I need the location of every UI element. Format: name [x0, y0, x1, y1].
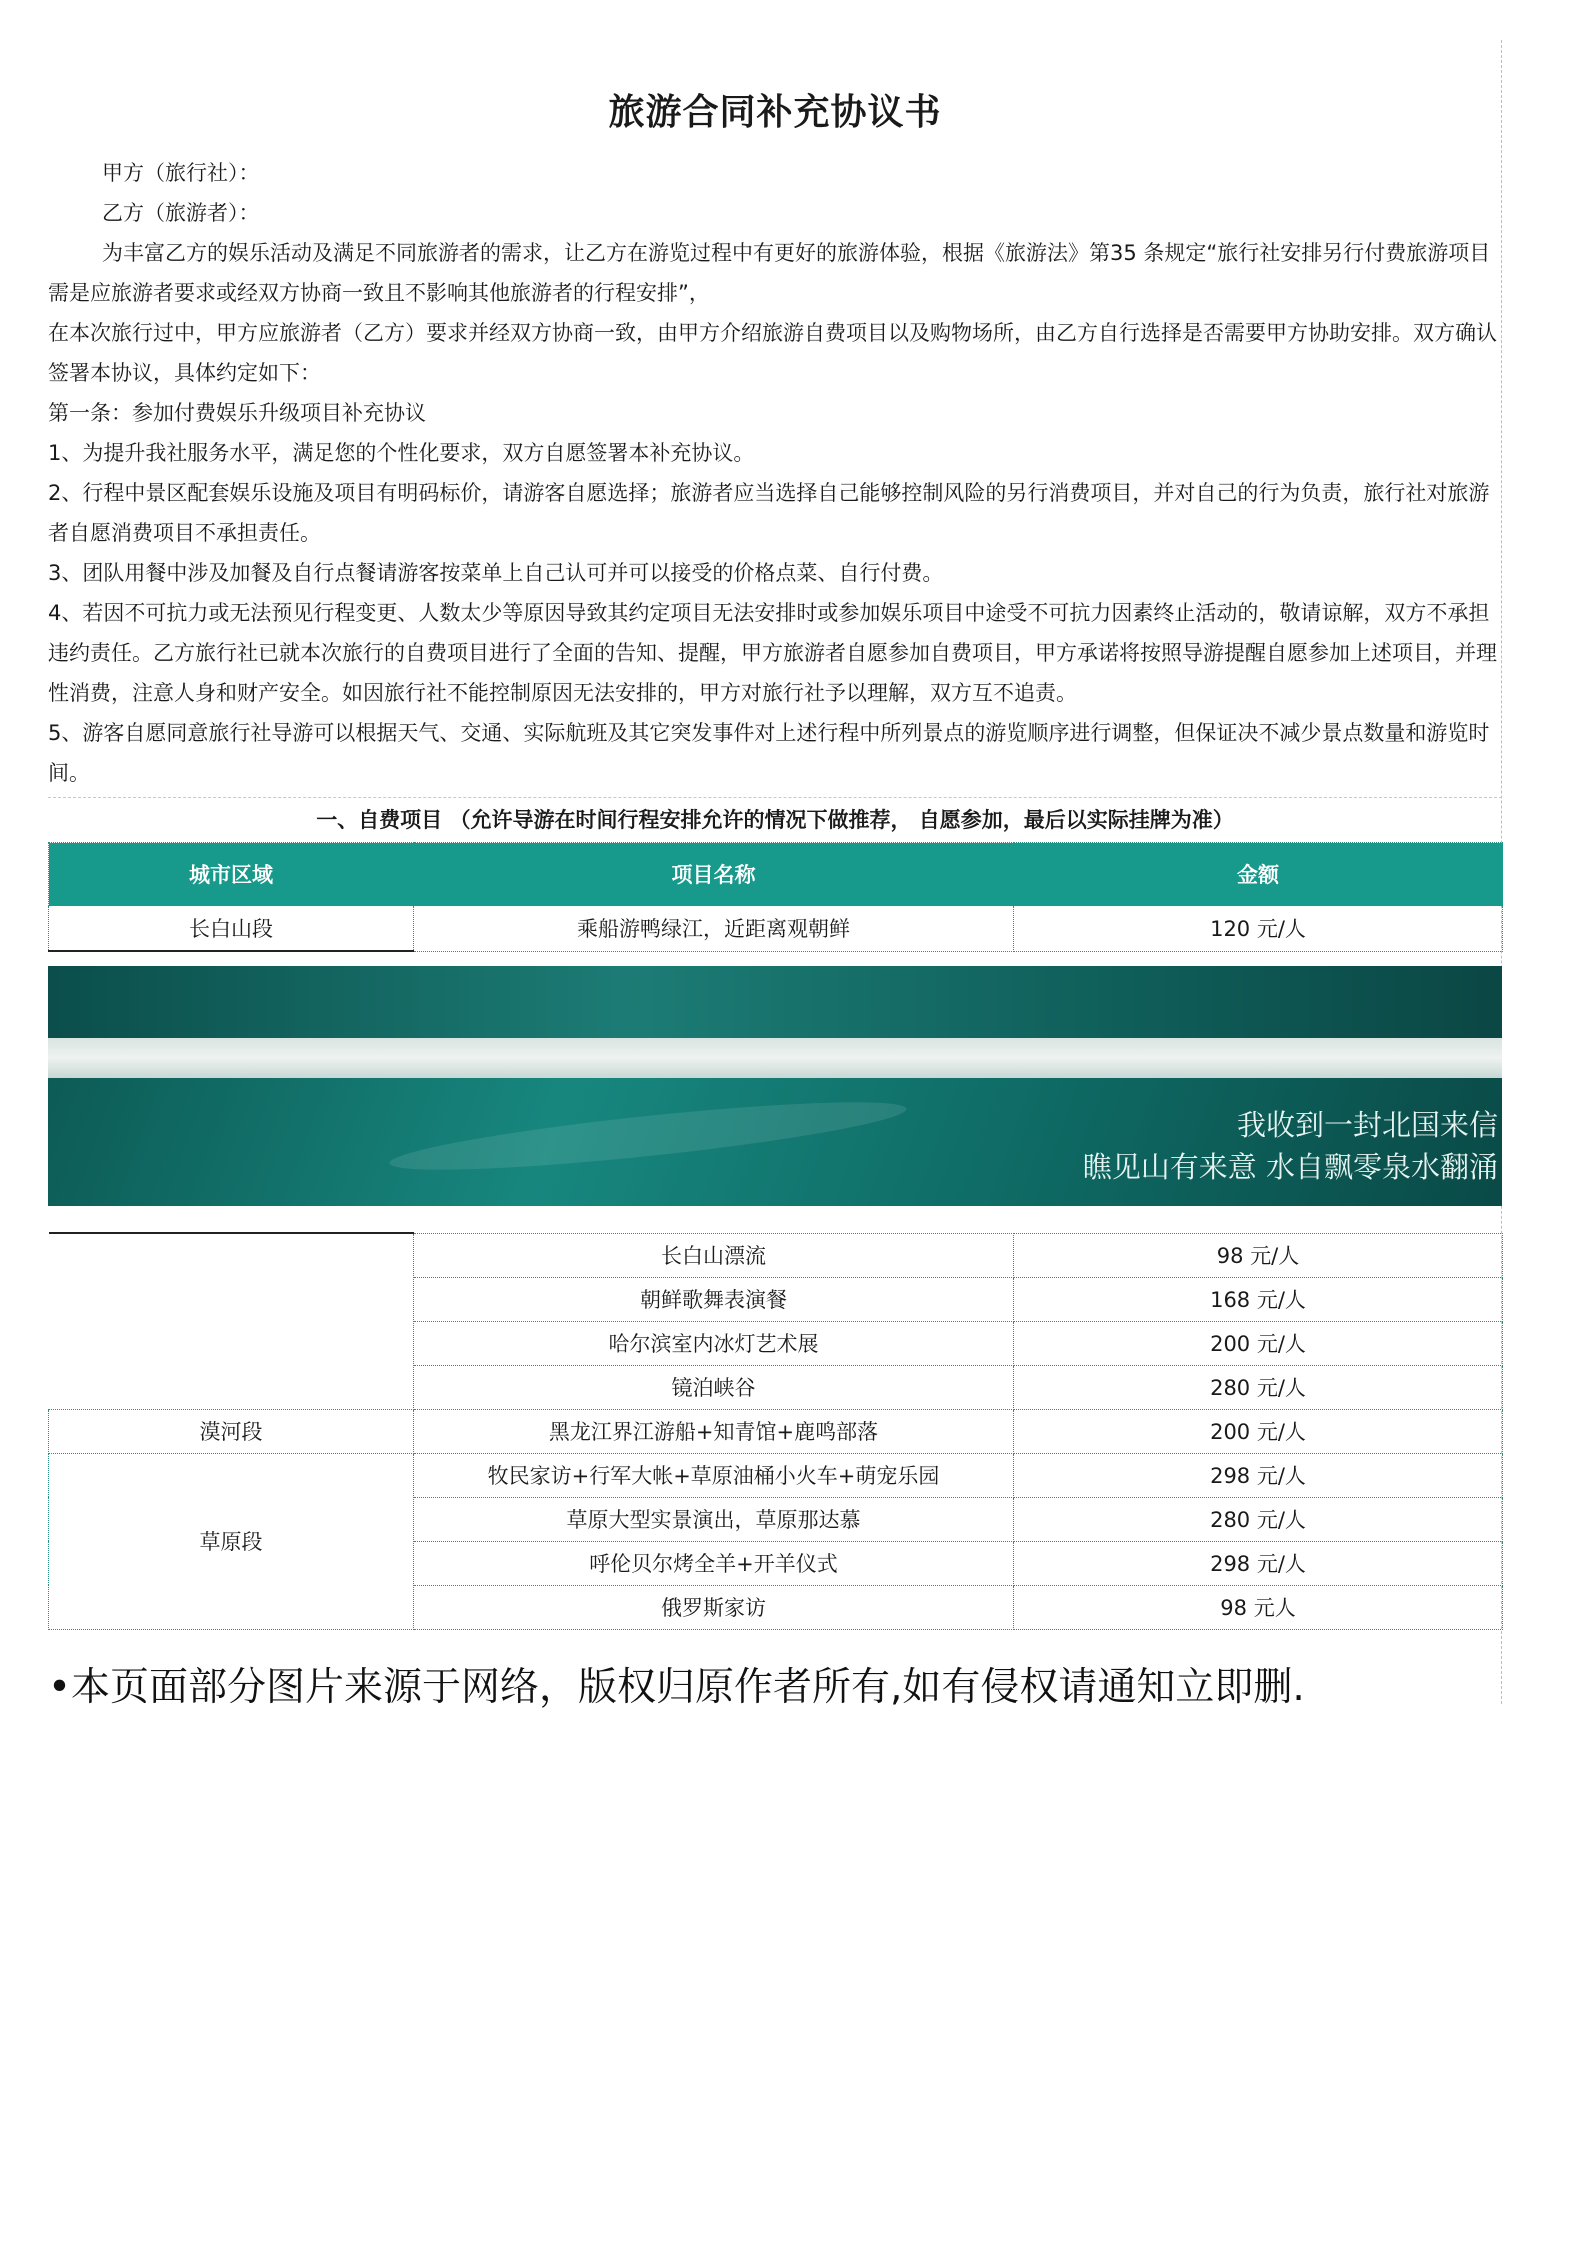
self-paid-table-top: [48, 842, 1503, 952]
item-cell: 乘船游鸭绿江，近距离观朝鲜: [414, 906, 1014, 952]
party-a-line: 甲方（旅行社）：: [102, 161, 260, 185]
price-cell: 98 元人: [1014, 1585, 1503, 1629]
item-cell: 草原大型实景演出，草原那达慕: [414, 1497, 1014, 1541]
clause-2: 2、行程中景区配套娱乐设施及项目有明码标价，请游客自愿选择；旅游者应当选择自己能够控制风险的另行消费项目，并对自己的行为负责，旅行社对旅游者自愿消费项目不承担责任。: [48, 481, 1490, 545]
item-cell: 呼伦贝尔烤全羊+开羊仪式: [414, 1541, 1014, 1585]
copyright-footnote: •本页面部分图片来源于网络，版权归原作者所有,如有侵权请通知立即删.: [48, 1664, 1305, 1710]
table-row: [49, 1409, 1503, 1453]
price-cell: 298 元/人: [1014, 1453, 1503, 1497]
price-cell: 280 元/人: [1014, 1497, 1503, 1541]
banner-slogan-line-2: 瞧见山有来意 水自飘零泉水翻涌: [1082, 1150, 1498, 1184]
item-cell: 俄罗斯家访: [414, 1585, 1014, 1629]
intro-paragraph-2: 在本次旅行过中，甲方应旅游者（乙方）要求并经双方协商一致，由甲方介绍旅游自费项目以及购物场所，由乙方自行选择是否需要甲方协助安排。双方确认签署本协议，具体约定如下：: [48, 321, 1497, 385]
agreement-page: [48, 40, 1502, 1712]
self-paid-table-bottom: [48, 1232, 1503, 1630]
self-paid-section-heading: 一、自费项目 （允许导游在时间行程安排允许的情况下做推荐， 自愿参加，最后以实际挂牌为准）: [48, 797, 1502, 842]
table-row: [49, 1453, 1503, 1497]
intro-paragraph-1: 为丰富乙方的娱乐活动及满足不同旅游者的需求，让乙方在游览过程中有更好的旅游体验，根据《旅游法》第35 条规定“旅行社安排另行付费旅游项目需是应旅游者要求或经双方协商一致且不影响其他旅游者的行程安排”，: [48, 241, 1491, 305]
table-header-row: [49, 843, 1503, 906]
banner-slogan: [1083, 1104, 1498, 1188]
clause-5: 5、游客自愿同意旅行社导游可以根据天气、交通、实际航班及其它突发事件对上述行程中所列景点的游览顺序进行调整，但保证决不减少景点数量和游览时间。: [48, 721, 1490, 785]
item-cell: 镜泊峡谷: [414, 1365, 1014, 1409]
clause-3: 3、团队用餐中涉及加餐及自行点餐请游客按菜单上自己认可并可以接受的价格点菜、自行付费。: [48, 561, 944, 585]
article-1-heading: 第一条：参加付费娱乐升级项目补充协议: [48, 401, 426, 425]
price-cell: 168 元/人: [1014, 1277, 1503, 1321]
region-cell: 草原段: [49, 1453, 414, 1629]
table-row: [49, 1233, 1503, 1277]
region-cell: 漠河段: [49, 1409, 414, 1453]
banner-slogan-line-1: 我收到一封北国来信: [1236, 1108, 1498, 1142]
price-cell: 280 元/人: [1014, 1365, 1503, 1409]
header-price: 金额: [1014, 843, 1503, 906]
clause-4: 4、若因不可抗力或无法预见行程变更、人数太少等原因导致其约定项目无法安排时或参加娱乐项目中途受不可抗力因素终止活动的，敬请谅解，双方不承担违约责任。乙方旅行社已就本次旅行的自费项目进行了全面的告知、提醒，甲方旅游者自愿参加自费项目，甲方承诺将按照导游提醒自愿参加上述项目，并理性消费，注意人身和财产安全。如因旅行社不能控制原因无法安排的，甲方对旅行社予以理解，双方互不追责。: [48, 601, 1497, 705]
price-cell: 298 元/人: [1014, 1541, 1503, 1585]
banner-forest-band: [48, 966, 1502, 1038]
region-cell: 长白山段: [49, 906, 414, 952]
document-title: 旅游合同补充协议书: [608, 92, 942, 133]
banner-mist-band: [48, 1038, 1502, 1078]
item-cell: 黑龙江界江游船+知青馆+鹿鸣部落: [414, 1409, 1014, 1453]
header-item: 项目名称: [414, 843, 1014, 906]
table-row: [49, 906, 1503, 952]
price-cell: 98 元/人: [1014, 1233, 1503, 1277]
clause-1: 1、为提升我社服务水平，满足您的个性化要求，双方自愿签署本补充协议。: [48, 441, 755, 465]
price-cell: 120 元/人: [1014, 906, 1503, 952]
region-cell-empty: [49, 1233, 414, 1409]
item-cell: 长白山漂流: [414, 1233, 1014, 1277]
price-cell: 200 元/人: [1014, 1409, 1503, 1453]
price-cell: 200 元/人: [1014, 1321, 1503, 1365]
item-cell: 哈尔滨室内冰灯艺术展: [414, 1321, 1014, 1365]
header-region: 城市区域: [49, 843, 414, 906]
item-cell: 牧民家访+行军大帐+草原油桶小火车+萌宠乐园: [414, 1453, 1014, 1497]
party-b-line: 乙方（旅游者）：: [102, 201, 260, 225]
scenic-banner-image: [48, 966, 1502, 1206]
item-cell: 朝鲜歌舞表演餐: [414, 1277, 1014, 1321]
